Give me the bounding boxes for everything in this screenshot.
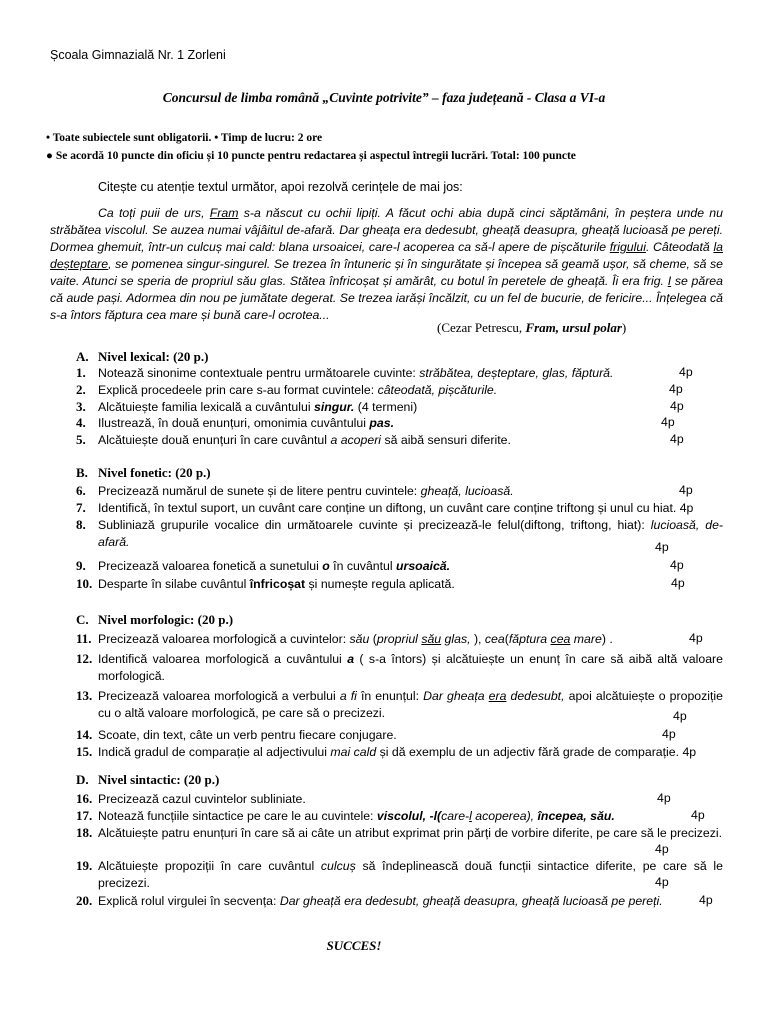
- question-7: 7. Identifică, în textul suport, un cuvânt care conține un diftong, un cuvânt care conține triftong și unul cu hiat. 4p: [76, 500, 694, 515]
- points: 4p: [655, 842, 669, 856]
- points: 4p: [679, 365, 693, 379]
- points: 4p: [662, 727, 676, 741]
- question-1: 1. Notează sinonime contextuale pentru următoarele cuvinte: străbătea, deșteptare, glas, făptură.: [76, 365, 614, 380]
- points: 4p: [691, 808, 705, 822]
- points: 4p: [671, 576, 685, 590]
- question-17: 17. Notează funcțiile sintactice pe care le au cuvintele: viscolul, -l(care-l acoperea), începea, său.: [76, 808, 615, 823]
- section-a-heading: A. Nivel lexical: (20 p.): [76, 349, 209, 364]
- closing-message: SUCCES!: [326, 938, 382, 953]
- points: 4p: [655, 875, 669, 889]
- section-d-heading: D. Nivel sintactic: (20 p.): [76, 772, 220, 787]
- question-6: 6. Precizează numărul de sunete și de litere pentru cuvintele: gheață, lucioasă.: [76, 483, 514, 498]
- points: 4p: [673, 709, 687, 723]
- question-15: 15. Indică gradul de comparație al adjectivului mai cald și dă exemplu de un adjectiv fără grade de comparație. 4p: [76, 744, 697, 759]
- reading-instruction: Citește cu atenție textul următor, apoi rezolvă cerințele de mai jos:: [98, 180, 463, 194]
- question-5: 5. Alcătuiește două enunțuri în care cuvântul a acoperi să aibă sensuri diferite.: [76, 432, 511, 447]
- question-19: 19. Alcătuiește propoziții în care cuvântul culcuș să îndeplinească două funcții sintactice diferite, pe care să le precizezi.: [76, 858, 723, 890]
- points: 4p: [670, 399, 684, 413]
- points: 4p: [661, 415, 675, 429]
- underlined-word: Fram: [209, 206, 239, 220]
- question-9: 9. Precizează valoarea fonetică a sunetului o în cuvântul ursoaică.: [76, 558, 451, 573]
- question-20: 20. Explică rolul virgulei în secvența: Dar gheață era dedesubt, gheață deasupra, gheață lucioasă pe pereți.: [76, 893, 663, 908]
- underlined-word: frigului: [609, 240, 646, 254]
- question-16: 16. Precizează cazul cuvintelor subliniate.: [76, 791, 306, 806]
- question-14: 14. Scoate, din text, câte un verb pentru fiecare conjugare.: [76, 727, 397, 742]
- question-8: 8. Subliniază grupurile vocalice din următoarele cuvinte și precizează-le felul(diftong, triftong, hiat): lucioasă, de-afară.: [76, 517, 723, 549]
- section-b-heading: B. Nivel fonetic: (20 p.): [76, 465, 211, 480]
- points: 4p: [657, 791, 671, 805]
- points: 4p: [679, 483, 693, 497]
- question-2: 2. Explică procedeele prin care s-au format cuvintele: câteodată, pișcăturile.: [76, 382, 498, 397]
- points: 4p: [669, 382, 683, 396]
- question-4: 4. Ilustrează, în două enunțuri, omonimia cuvântului pas.: [76, 415, 394, 430]
- question-18: 18. Alcătuiește patru enunțuri în care să ai câte un atribut exprimat prin părți de vorbire diferite, pe care să le precizezi.: [76, 825, 723, 840]
- points: 4p: [655, 540, 669, 554]
- question-11: 11. Precizează valoarea morfologică a cuvintelor: său (propriul său glas, ), cea(făptura cea mare) .: [76, 631, 613, 646]
- passage-source: (Cezar Petrescu, Fram, ursul polar): [437, 320, 627, 335]
- contest-title: Concursul de limba română „Cuvinte potrivite” – faza județeană - Clasa a VI-a: [162, 90, 606, 105]
- instructions-line-2: ● Se acordă 10 puncte din oficiu și 10 puncte pentru redactarea și aspectul întregii lucrări. Total: 100 puncte: [46, 150, 576, 162]
- section-c-heading: C. Nivel morfologic: (20 p.): [76, 612, 234, 627]
- points: 4p: [699, 893, 713, 907]
- points: 4p: [670, 432, 684, 446]
- underlined-word: la deșteptare: [50, 240, 724, 271]
- school-name: Școala Gimnazială Nr. 1 Zorleni: [50, 48, 226, 62]
- question-10: 10. Desparte în silabe cuvântul înfricoșat și numește regula aplicată.: [76, 576, 455, 591]
- question-3: 3. Alcătuiește familia lexicală a cuvântului singur. (4 termeni): [76, 399, 418, 414]
- points: 4p: [689, 631, 703, 645]
- question-13: 13. Precizează valoarea morfologică a verbului a fi în enunțul: Dar gheața era dedesubt, apoi alcătuiește o propoziție cu o altă valoare morfologică, pe care să o precizezi.: [76, 688, 723, 720]
- points: 4p: [670, 558, 684, 572]
- question-12: 12. Identifică valoarea morfologică a cuvântului a ( s-a întors) și alcătuiește un enunț în care să aibă altă valoare morfologică.: [76, 651, 723, 683]
- underlined-word: I: [667, 274, 672, 288]
- text-passage: Ca toți puii de urs, Fram s-a născut cu ochii lipiți. A făcut ochi abia după cinci săptămâni, în peștera unde nu străbătea viscolul. Se auzea numai vâjâitul de-afară. Dar gheața era dedesubt, gheață deasupra, gheață lucioasă pe pereți. Dormea ghemuit, într-un culcuș mai cald: blana ursoaicei, care-l acoperea ca să-l apere de pișcăturile frigului. Câteodată la deșteptare, se pomenea singur-singurel. Se trezea în întuneric și în singurătate și începea să geamă ușor, să cheme, să se vaite. Atunci se speria de propriul său glas. Stătea înfricoșat și amărât, cu botul în peretele de gheață. Îi era frig. I se părea că aude pași. Adormea din nou pe jumătate degerat. Se trezea iarăși încălzit, cu un fel de bucurie, de fericire... Înțelegea că s-a întors făptura cea mare și bună care-l ocrotea...: [50, 206, 724, 322]
- instructions-line-1: • Toate subiectele sunt obligatorii. • Timp de lucru: 2 ore: [46, 132, 323, 144]
